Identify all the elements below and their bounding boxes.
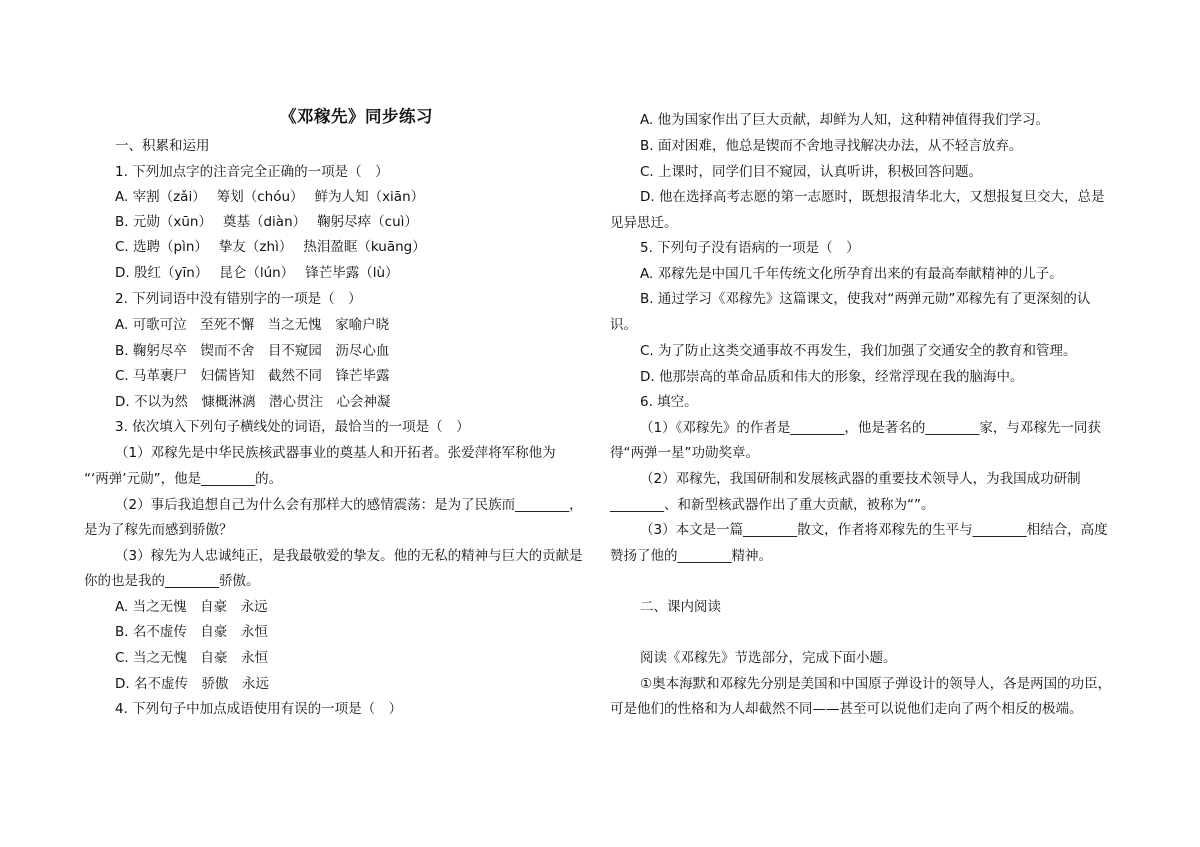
q6-item-2: （2）邓稼先，我国研制和发展核武器的重要技术领导人，为我国成功研制	[640, 471, 1081, 487]
q3-sentence-3: （3）稼先为人忠诚纯正，是我最敬爱的挚友。他的无私的精神与巨大的贡献是	[115, 548, 583, 564]
q3-stem: 3. 依次填入下列句子横线处的词语，最恰当的一项是（ ）	[115, 419, 470, 435]
q3-option-b: B. 名不虚传 自豪 永恒	[115, 624, 268, 640]
q1-stem: 1. 下列加点字的注音完全正确的一项是（ ）	[115, 164, 389, 180]
q6-item-1: （1）《邓稼先》的作者是________，他是著名的________家，与邓稼先一同获	[640, 420, 1101, 436]
q1-option-a: A. 宰割（zǎi） 筹划（chóu） 鲜为人知（xiān）	[115, 189, 425, 205]
q6-item-1-cont: 得“两弹一星”功勋奖章。	[610, 445, 759, 461]
q2-option-a: A. 可歌可泣 至死不懈 当之无愧 家喻户晓	[115, 317, 390, 333]
page-title: 《邓稼先》同步练习	[280, 107, 433, 126]
q4-option-d: D. 他在选择高考志愿的第一志愿时，既想报清华北大，又想报复旦交大，总是	[640, 189, 1105, 205]
q6-stem: 6. 填空。	[640, 394, 698, 410]
reading-intro: 阅读《邓稼先》节选部分，完成下面小题。	[640, 650, 897, 666]
q5-option-d: D. 他那崇高的革命品质和伟大的形象，经常浮现在我的脑海中。	[640, 369, 1024, 385]
q3-sentence-3-cont: 你的也是我的________骄傲。	[84, 573, 260, 589]
q6-item-3-cont: 赞扬了他的________精神。	[610, 548, 772, 564]
q2-option-b: B. 鞠躬尽卒 锲而不舍 目不窥园 沥尽心血	[115, 343, 390, 359]
q3-sentence-2-cont: 是为了稼先而感到骄傲？	[84, 522, 233, 538]
q4-option-a: A. 他为国家作出了巨大贡献，却鲜为人知，这种精神值得我们学习。	[640, 112, 1050, 128]
q6-item-2-cont: ________、和新型核武器作出了重大贡献，被称为“”。	[610, 497, 935, 513]
q1-option-c: C. 选聘（pìn） 挚友（zhì） 热泪盈眶（kuāng）	[115, 239, 426, 255]
q4-option-c: C. 上课时，同学们目不窥园，认真听讲，积极回答问题。	[640, 164, 983, 180]
q2-option-d: D. 不以为然 慷概淋漓 潜心贯注 心会神凝	[115, 394, 391, 410]
q4-stem: 4. 下列句子中加点成语使用有误的一项是（ ）	[115, 701, 403, 717]
q3-sentence-2: （2）事后我追想自己为什么会有那样大的感情震荡：是为了民族而________，	[115, 497, 583, 513]
q5-option-a: A. 邓稼先是中国几千年传统文化所孕育出来的有最高奉献精神的儿子。	[640, 266, 1063, 282]
q1-option-d: D. 殷红（yīn） 昆仑（lún） 锋芒毕露（lù）	[115, 265, 399, 281]
q2-option-c: C. 马革裹尸 妇儒皆知 截然不同 锋芒毕露	[115, 368, 390, 384]
q1-option-b: B. 元勋（xūn） 奠基（diàn） 鞠躬尽瘁（cuì）	[115, 214, 418, 230]
q3-option-c: C. 当之无愧 自豪 永恒	[115, 650, 269, 666]
q3-option-d: D. 名不虚传 骄傲 永远	[115, 676, 269, 692]
q5-stem: 5. 下列句子没有语病的一项是（ ）	[640, 240, 860, 256]
q3-option-a: A. 当之无愧 自豪 永远	[115, 599, 268, 615]
q2-stem: 2. 下列词语中没有错别字的一项是（ ）	[115, 291, 362, 307]
q5-option-b-cont: 识。	[610, 317, 637, 333]
q5-option-b: B. 通过学习《邓稼先》这篇课文，使我对“两弹元勋”邓稼先有了更深刻的认	[640, 291, 1091, 307]
reading-paragraph-1-cont: 可是他们的性格和为人却截然不同——甚至可以说他们走向了两个相反的极端。	[610, 701, 1083, 717]
q6-item-3: （3）本文是一篇________散文，作者将邓稼先的生平与________相结合，高度	[640, 522, 1108, 538]
reading-paragraph-1: ①奥本海默和邓稼先分别是美国和中国原子弹设计的领导人，各是两国的功臣，	[640, 676, 1112, 692]
section-heading-2: 二、课内阅读	[640, 599, 721, 615]
q3-sentence-1: （1）邓稼先是中华民族核武器事业的奠基人和开拓者。张爱萍将军称他为	[115, 445, 556, 461]
q3-sentence-1-cont: “‘两弹’元勋”，他是________的。	[84, 471, 283, 487]
q5-option-c: C. 为了防止这类交通事故不再发生，我们加强了交通安全的教育和管理。	[640, 343, 1077, 359]
q4-option-b: B. 面对困难，他总是锲而不舍地寻找解决办法，从不轻言放弃。	[640, 138, 1023, 154]
section-heading-1: 一、积累和运用	[115, 138, 210, 154]
q4-option-d-cont: 见异思迁。	[610, 215, 678, 231]
